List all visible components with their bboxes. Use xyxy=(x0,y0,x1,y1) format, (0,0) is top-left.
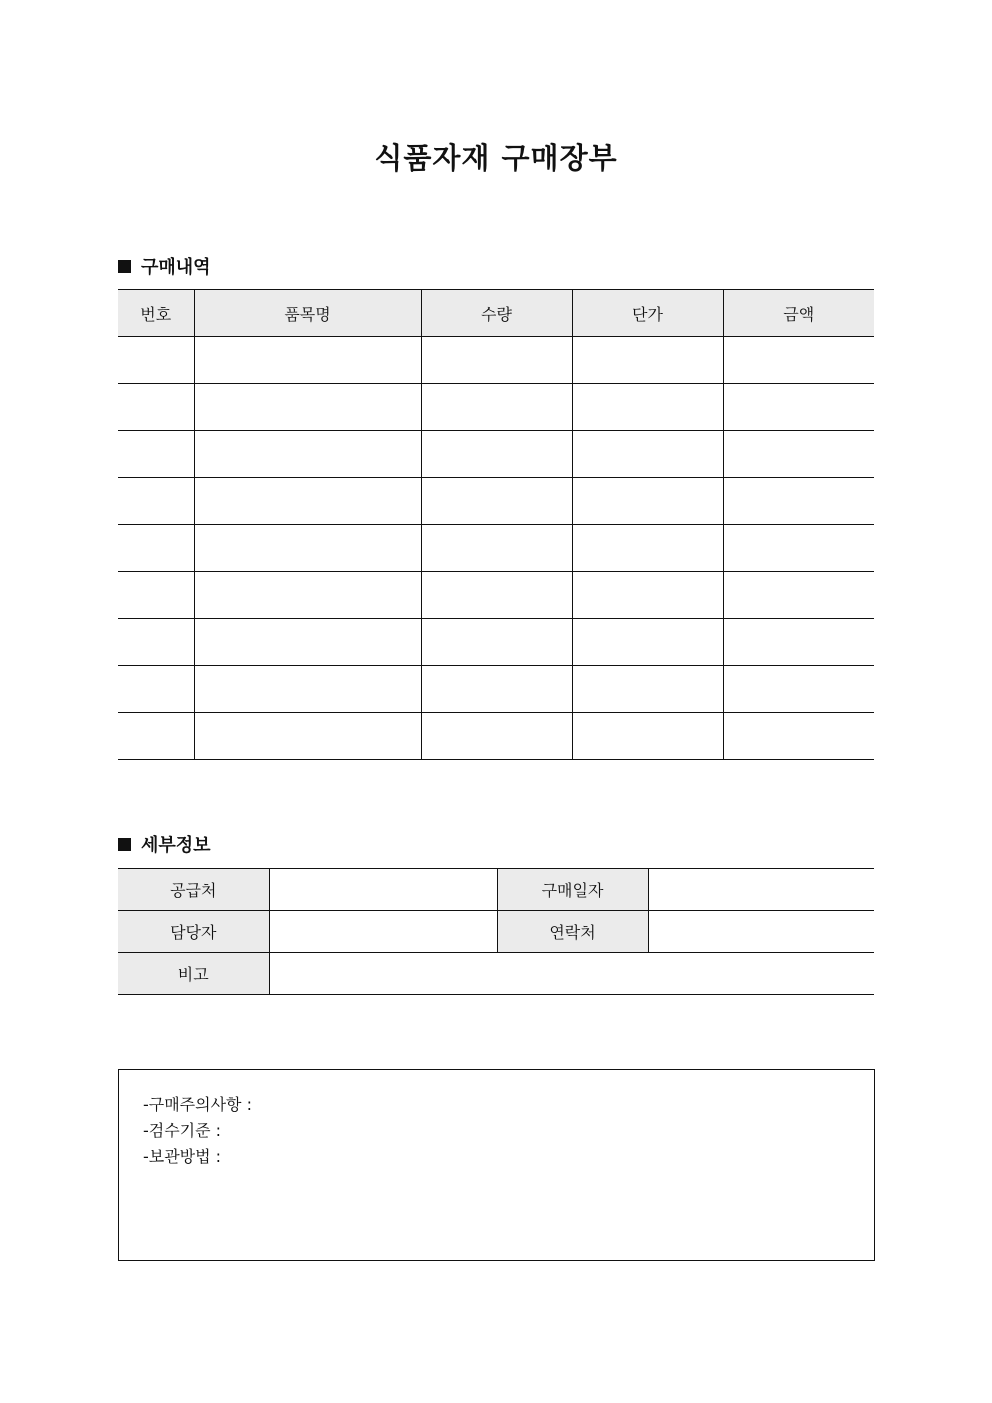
cell-number[interactable] xyxy=(118,478,194,525)
cell-item[interactable] xyxy=(194,619,421,666)
table-header-row xyxy=(118,290,874,337)
cell-item[interactable] xyxy=(194,337,421,384)
cell-unit-price[interactable] xyxy=(572,337,723,384)
table-row xyxy=(118,619,874,666)
manager-field[interactable] xyxy=(269,911,497,953)
section-heading-details xyxy=(118,831,211,857)
label-manager: 담당자 xyxy=(118,911,269,953)
table-row xyxy=(118,666,874,713)
cell-number[interactable] xyxy=(118,619,194,666)
label-contact: 연락처 xyxy=(497,911,648,953)
table-row xyxy=(118,384,874,431)
cell-quantity[interactable] xyxy=(421,619,572,666)
label-purchase-date: 구매일자 xyxy=(497,869,648,911)
cell-number[interactable] xyxy=(118,431,194,478)
cell-unit-price[interactable] xyxy=(572,525,723,572)
table-row xyxy=(118,337,874,384)
cell-amount[interactable] xyxy=(723,525,874,572)
section-heading-text: 세부정보 xyxy=(141,835,211,856)
cell-item[interactable] xyxy=(194,431,421,478)
cell-item[interactable] xyxy=(194,525,421,572)
cell-item[interactable] xyxy=(194,478,421,525)
column-header-amount: 금액 xyxy=(723,290,874,337)
cell-unit-price[interactable] xyxy=(572,384,723,431)
cell-amount[interactable] xyxy=(723,619,874,666)
column-header-unit-price: 단가 xyxy=(572,290,723,337)
section-heading-purchase xyxy=(118,253,211,279)
note-purchase-caution: -구매주의사항 : xyxy=(143,1095,252,1114)
cell-item[interactable] xyxy=(194,713,421,760)
cell-quantity[interactable] xyxy=(421,713,572,760)
cell-quantity[interactable] xyxy=(421,572,572,619)
column-header-quantity: 수량 xyxy=(421,290,572,337)
square-bullet-icon xyxy=(118,260,131,273)
label-remarks: 비고 xyxy=(118,953,269,995)
note-inspection-criteria: -검수기준 : xyxy=(143,1121,222,1140)
cell-quantity[interactable] xyxy=(421,525,572,572)
square-bullet-icon xyxy=(118,838,131,851)
table-row xyxy=(118,953,874,995)
cell-item[interactable] xyxy=(194,384,421,431)
cell-item[interactable] xyxy=(194,666,421,713)
contact-field[interactable] xyxy=(648,911,874,953)
purchase-table xyxy=(118,289,874,760)
details-table xyxy=(118,868,874,995)
table-row xyxy=(118,713,874,760)
table-row xyxy=(118,431,874,478)
cell-amount[interactable] xyxy=(723,666,874,713)
table-row xyxy=(118,869,874,911)
table-row xyxy=(118,911,874,953)
table-row xyxy=(118,525,874,572)
section-heading-text: 구매내역 xyxy=(141,257,211,278)
supplier-field[interactable] xyxy=(269,869,497,911)
cell-number[interactable] xyxy=(118,572,194,619)
cell-amount[interactable] xyxy=(723,713,874,760)
cell-unit-price[interactable] xyxy=(572,619,723,666)
table-row xyxy=(118,572,874,619)
note-storage-method: -보관방법 : xyxy=(143,1147,222,1166)
remarks-field[interactable] xyxy=(269,953,874,995)
cell-quantity[interactable] xyxy=(421,337,572,384)
column-header-number: 번호 xyxy=(118,290,194,337)
cell-unit-price[interactable] xyxy=(572,713,723,760)
cell-amount[interactable] xyxy=(723,431,874,478)
cell-quantity[interactable] xyxy=(421,478,572,525)
cell-amount[interactable] xyxy=(723,572,874,619)
cell-item[interactable] xyxy=(194,572,421,619)
cell-number[interactable] xyxy=(118,666,194,713)
cell-quantity[interactable] xyxy=(421,384,572,431)
cell-number[interactable] xyxy=(118,337,194,384)
cell-amount[interactable] xyxy=(723,384,874,431)
purchase-date-field[interactable] xyxy=(648,869,874,911)
label-supplier: 공급처 xyxy=(118,869,269,911)
page-title: 식품자재 구매장부 xyxy=(374,141,618,175)
table-row xyxy=(118,478,874,525)
cell-number[interactable] xyxy=(118,713,194,760)
cell-amount[interactable] xyxy=(723,337,874,384)
cell-quantity[interactable] xyxy=(421,666,572,713)
cell-number[interactable] xyxy=(118,525,194,572)
cell-unit-price[interactable] xyxy=(572,431,723,478)
cell-unit-price[interactable] xyxy=(572,478,723,525)
cell-quantity[interactable] xyxy=(421,431,572,478)
cell-number[interactable] xyxy=(118,384,194,431)
cell-unit-price[interactable] xyxy=(572,572,723,619)
notes-box[interactable] xyxy=(118,1069,875,1261)
cell-unit-price[interactable] xyxy=(572,666,723,713)
cell-amount[interactable] xyxy=(723,478,874,525)
column-header-item: 품목명 xyxy=(194,290,421,337)
